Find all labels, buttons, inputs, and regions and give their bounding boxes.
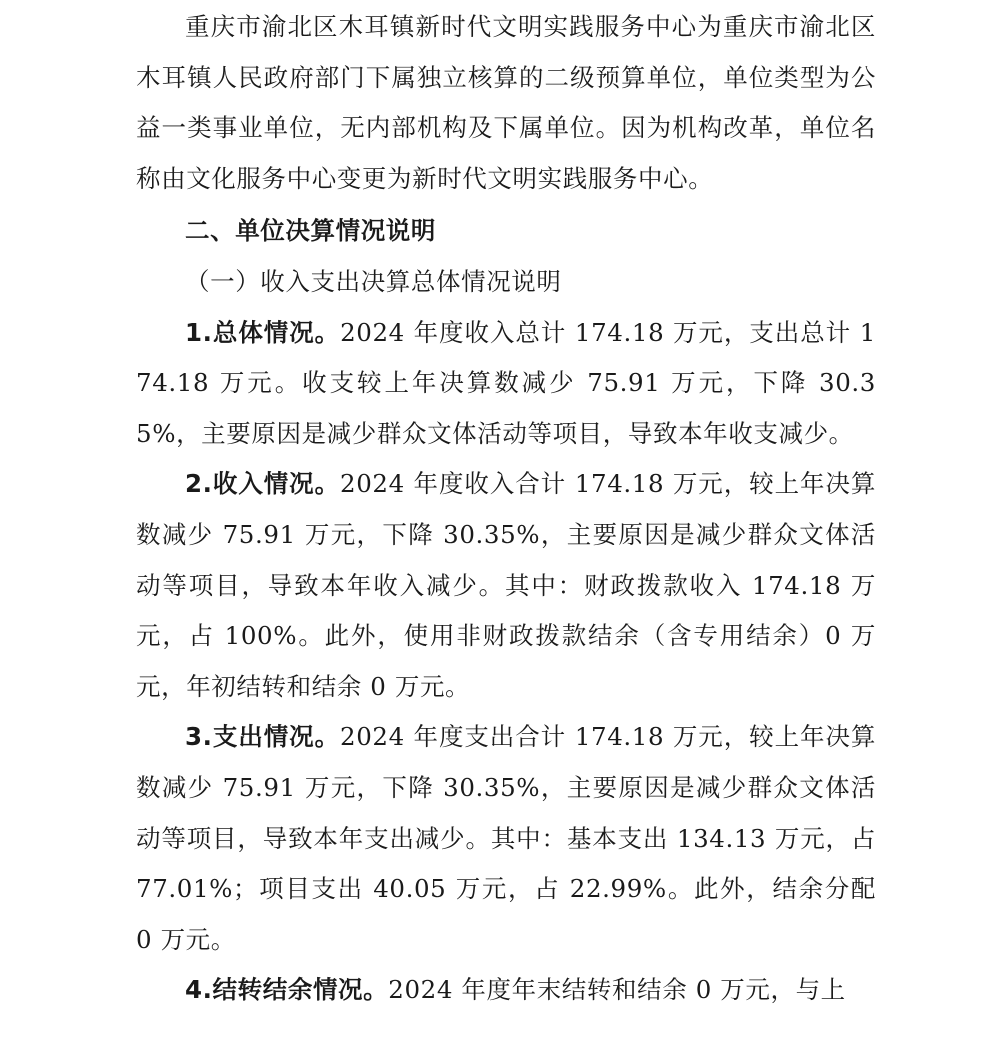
paragraph-overall-situation — [136, 308, 876, 460]
subsection-heading-income-expenditure: （一）收入支出决算总体情况说明 — [185, 266, 562, 296]
paragraph-text-expenditure: 2024 年度支出合计 174.18 万元，较上年决算数减少 75.91 万元，下降 30.35%，主要原因是减少群众文体活动等项目，导致本年支出减少。其中：基本支出 134.13 万元，占 77.01%；项目支出 40.05 万元，占 22.99%。此外，结余分配 0 万元。 — [136, 722, 876, 954]
intro-paragraph: 重庆市渝北区木耳镇新时代文明实践服务中心为重庆市渝北区木耳镇人民政府部门下属独立核算的二级预算单位，单位类型为公益一类事业单位，无内部机构及下属单位。因为机构改革，单位名称由文化服务中心变更为新时代文明实践服务中心。 — [136, 12, 876, 193]
paragraph-expenditure-situation — [136, 712, 876, 965]
paragraph-text-carryover: 2024 年度年末结转和结余 0 万元，与上 — [388, 975, 846, 1005]
section-heading-unit-final-accounts: 二、单位决算情况说明 — [185, 216, 436, 246]
paragraph-carryover-situation — [136, 965, 876, 1016]
paragraph-lead-overall: 1.总体情况。 — [185, 317, 341, 347]
paragraph-lead-expenditure: 3.支出情况。 — [185, 722, 341, 752]
document-page — [136, 2, 876, 1016]
paragraph-lead-carryover: 4.结转结余情况。 — [185, 975, 389, 1005]
paragraph-text-income: 2024 年度收入合计 174.18 万元，较上年决算数减少 75.91 万元，下降 30.35%，主要原因是减少群众文体活动等项目，导致本年收入减少。其中：财政拨款收入 174.18 万元，占 100%。此外，使用非财政拨款结余（含专用结余）0 万元，年初结转和结余 0 万元。 — [136, 469, 876, 701]
paragraph-income-situation — [136, 459, 876, 712]
paragraph-lead-income: 2.收入情况。 — [185, 469, 341, 499]
paragraph-text-overall: 2024 年度收入总计 174.18 万元，支出总计 174.18 万元。收支较上年决算数减少 75.91 万元，下降 30.35%，主要原因是减少群众文体活动等项目，导致本年收支减少。 — [136, 317, 876, 448]
